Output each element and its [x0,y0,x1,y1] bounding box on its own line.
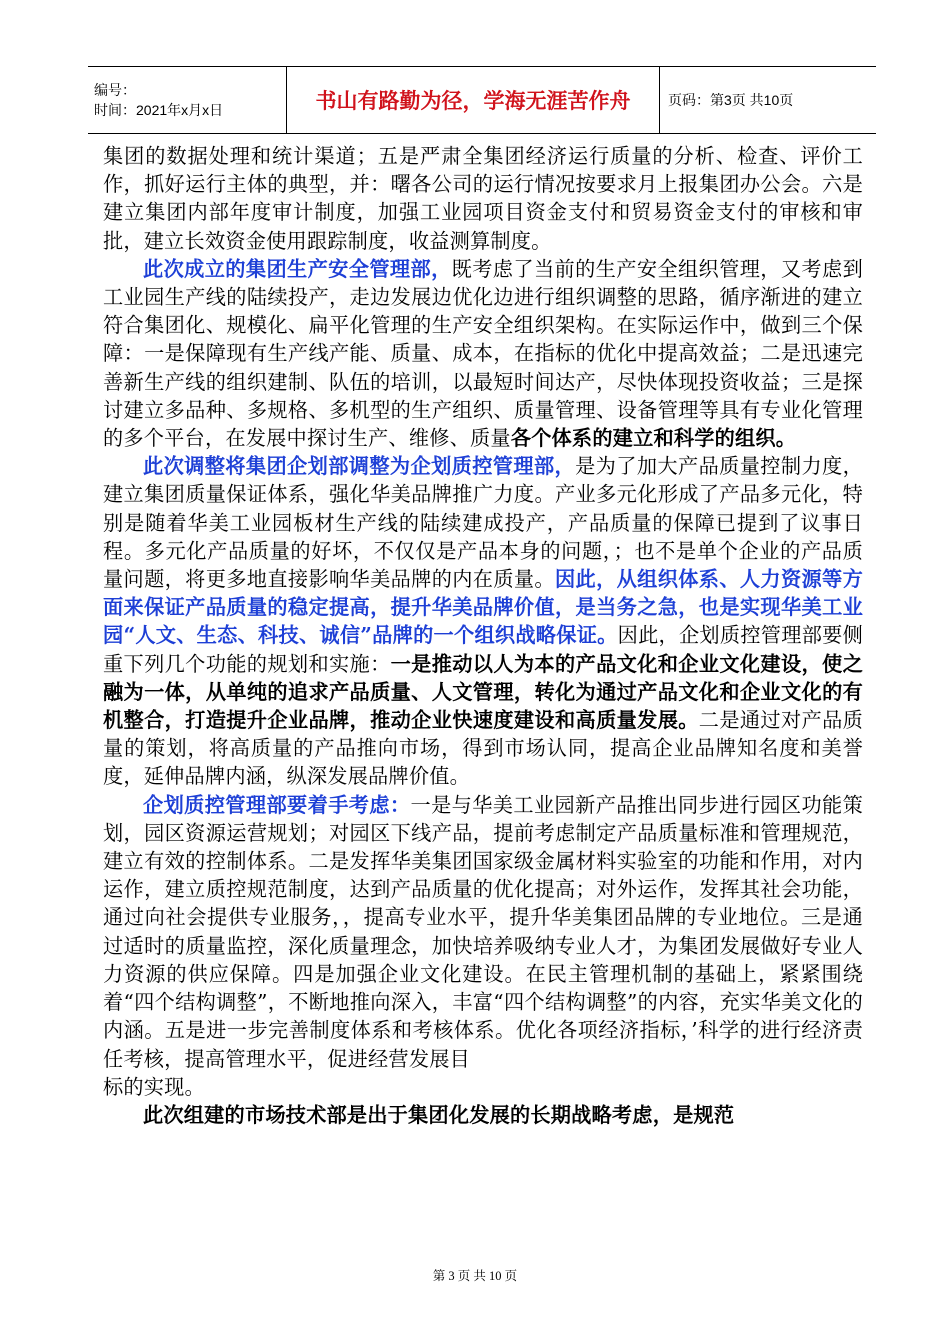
page-footer: 第 3 页 共 10 页 [432,1269,518,1283]
paragraph-3-body-2: 因此，企划质控管理部要侧重下列几个功能的规划和实施： [103,623,863,676]
document-body [103,142,863,1129]
paragraph-2 [103,255,863,452]
paragraph-4 [103,791,863,1073]
paragraph-3-body-3: 二是通过对产品质量的策划，将高质量的产品推向市场，得到市场认同，提高企业品牌知名度和美誉度，延伸品牌内涵，纵深发展品牌价值。 [103,708,863,789]
header-motto: 书山有路勤为径，学海无涯苦作舟 [286,67,660,133]
header-meta [88,67,286,133]
paragraph-4-end: 标的实现。 [103,1074,205,1099]
paragraph-3-body-1: 是为了加大产品质量控制力度，建立集团质量保证体系，强化华美品牌推广力度。产业多元化形成了产品多元化，特别是随着华美工业园板材生产线的陆续建成投产，产品质量的保障已提到了议事日程。多元化产品质量的好坏，不仅仅是产品本身的问题，；也不是单个企业的产品质量问题，将更多地直接影响华美品牌的内在质量。 [103,454,863,592]
page-header [88,66,876,134]
paragraph-4-lead: 企划质控管理部要着手考虑： [143,792,411,817]
paragraph-3 [103,452,863,790]
paragraph-2-tail: 各个体系的建立和科学的组织。 [510,426,797,451]
paragraph-2-body: 既考虑了当前的生产安全组织管理，又考虑到工业园生产线的陆续投产，走边发展边优化边进行组织调整的思路，循序渐进的建立符合集团化、规模化、扁平化管理的生产安全组织架构。在实际运作中，做到三个保障：一是保障现有生产线产能、质量、成本，在指标的优化中提高效益；二是迅速完善新生产线的组织建制、队伍的培训，以最短时间达产，尽快体现投资收益；三是探讨建立多品种、多规格、多机型的生产组织、质量管理、设备管理等具有专业化管理的多个平台，在发展中探讨生产、维修、质量 [103,256,863,451]
paragraph-2-lead: 此次成立的集团生产安全管理部， [143,256,452,281]
paragraph-5: 此次组建的市场技术部是出于集团化发展的长期战略考虑，是规范 [143,1102,735,1127]
paragraph-3-bold: 一是推动以人为本的产品文化和企业文化建设，使之融为一体，从单纯的追求产品质量、人文管理，转化为通过产品文化和企业文化的有机整合，打造提升企业品牌，推动企业快速度建设和高质量发展。 [103,651,863,733]
paragraph-4-body: 一是与华美工业园新产品推出同步进行园区功能策划，园区资源运营规划；对园区下线产品，提前考虑制定产品质量标准和管理规范，建立有效的控制体系。二是发挥华美集团国家级金属材料实验室的功能和作用，对内运作，建立质控规范制度，达到产品质量的优化提高；对外运作，发挥其社会功能，通过向社会提供专业服务，，提高专业水平，提升华美集团品牌的专业地位。三是通过适时的质量监控，深化质量理念，加快培养吸纳专业人才，为集团发展做好专业人力资源的供应保障。四是加强企业文化建设。在民主管理机制的基础上，紧紧围绕着“四个结构调整”，不断地推向深入，丰富“四个结构调整”的内容，充实华美文化的内涵。五是进一步完善制度体系和考核体系。优化各项经济指标，’科学的进行经济责任考核，提高管理水平，促进经营发展目 [103,792,863,1071]
paragraph-1: 集团的数据处理和统计渠道；五是严肃全集团经济运行质量的分析、检查、评价工作，抓好运行主体的典型，并：曙各公司的运行情况按要求月上报集团办公会。六是建立集团内部年度审计制度，加强工业园项目资金支付和贸易资金支付的审核和审批，建立长效资金使用跟踪制度，收益测算制度。 [103,144,863,253]
serial-label: 编号： [94,82,136,98]
paragraph-3-emphasis: 因此，从组织体系、人力资源等方面来保证产品质量的稳定提高，提升华美品牌价值，是当务之急，也是实现华美工业园“人文、生态、科技、诚信”品牌的一个组织战略保证。 [103,567,863,648]
paragraph-3-lead: 此次调整将集团企划部调整为企划质控管理部， [143,454,576,479]
header-page-label: 页码：第3页 共10页 [668,92,794,108]
date-label: 时间：2021年x月x日 [94,102,224,118]
